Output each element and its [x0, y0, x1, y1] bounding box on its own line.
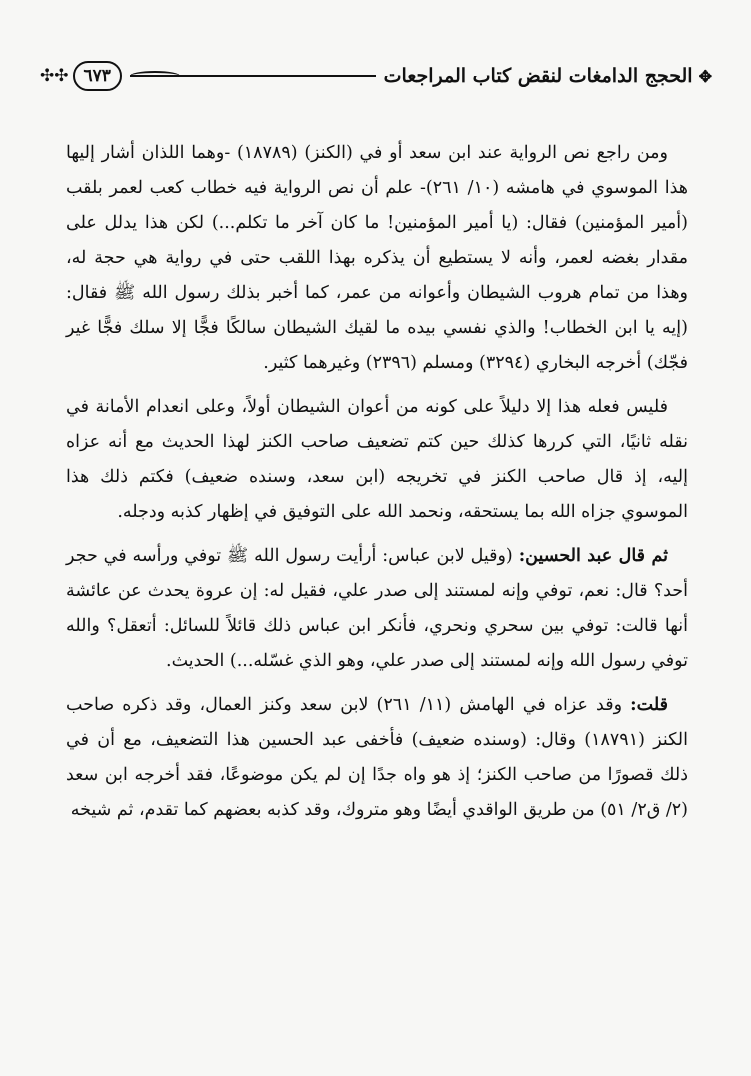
paragraph-text: وقد عزاه في الهامش (١١/ ٢٦١) لابن سعد وكنز العمال، وقد ذكره صاحب الكنز (١٨٧٩١) وقال: (وسنده ضعيف) فأخفى عبد الحسين هذا التضعيف، مع أن في ذلك قصورًا من صاحب الكنز؛ إذ هو واه جدًا إن لم يكن موضوعًا، فقد أخرجه ابن سعد (٢/ ق٢/ ٥١) من طريق الواقدي أيضًا وهو متروك، وقد كذبه بعضهم كما تقدم، ثم شيخه [66, 695, 688, 820]
title-ornament-icon: ✥ [698, 67, 712, 86]
paragraph-text: (وقيل لابن عباس: أرأيت رسول الله ﷺ توفي ورأسه في حجر أحد؟ قال: نعم، توفي وإنه لمستند إلى صدر علي، فقيل له: إن عروة يحدث عن عائشة أنها قالت: توفي بين سحري ونحري، فأنكر ابن عباس ذلك قائلاً للسائل: أتعقل؟ والله توفي رسول الله وإنه لمستند إلى صدر علي، وهو الذي غسّله...) الحديث. [66, 546, 688, 671]
book-title-text: الحجج الدامغات لنقض كتاب المراجعات [383, 65, 693, 87]
page-number-frame [40, 61, 122, 91]
paragraph [66, 539, 688, 679]
paragraph [66, 136, 688, 381]
paragraph [66, 390, 688, 530]
running-header [40, 56, 712, 96]
decorative-rule [130, 75, 376, 77]
paragraph-lead: قلت: [630, 695, 668, 715]
paragraph [66, 688, 688, 828]
paragraph-lead: ثم قال عبد الحسين: [518, 546, 669, 566]
page-body [66, 136, 688, 837]
ornament-knot-icon: ✣✣ [40, 65, 69, 86]
page-number: ٦٧٣ [73, 61, 122, 91]
book-title [384, 65, 712, 87]
paragraph-text: ومن راجع نص الرواية عند ابن سعد أو في (الكنز) (١٨٧٨٩) -وهما اللذان أشار إليها هذا الموسوي في هامشه (١٠/ ٢٦١)- علم أن نص الرواية فيه خطاب كعب لعمر بلقب (أمير المؤمنين) فقال: (يا أمير المؤمنين! ما كان آخر ما تكلم...) لكن هذا يدلل على مقدار بغضه لعمر، وأنه لا يستطيع أن يذكره بهذا اللقب حتى في رواية هي حجة له، وهذا من تمام هروب الشيطان وأعوانه من عمر، كما أخبر بذلك رسول الله ﷺ فقال: (إيه يا ابن الخطاب! والذي نفسي بيده ما لقيك الشيطان سالكًا فجًّا إلا سلك فجًّا غير فجّك) أخرجه البخاري (٣٢٩٤) ومسلم (٢٣٩٦) وغيرهما كثير. [66, 143, 688, 373]
paragraph-text: فليس فعله هذا إلا دليلاً على كونه من أعوان الشيطان أولاً، وعلى انعدام الأمانة في نقله ثانيًا، التي كررها كذلك حين كتم تضعيف صاحب الكنز لهذا الحديث مع أنه عزاه إليه، إذ قال صاحب الكنز في تخريجه (ابن سعد، وسنده ضعيف) فكتم ذلك هذا الموسوي جزاه الله بما يستحقه، ونحمد الله على التوفيق في إظهار كذبه ودجله. [66, 397, 688, 522]
